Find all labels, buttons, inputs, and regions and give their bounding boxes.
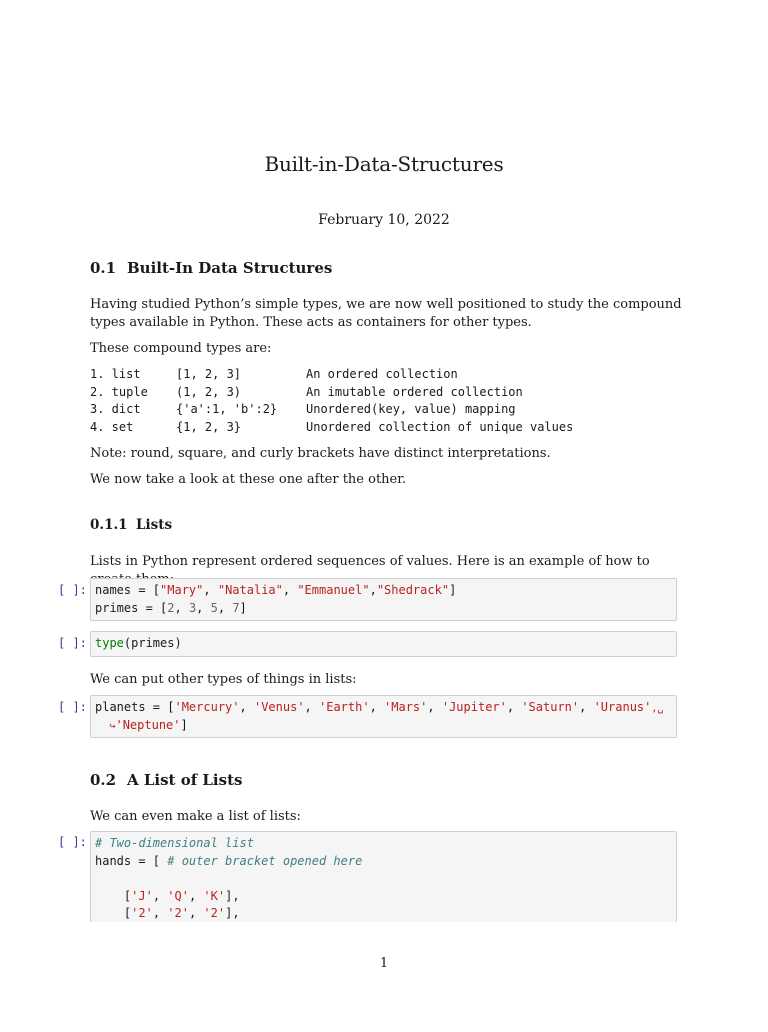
list-item: 4. set {1, 2, 3} Unordered collection of unique values <box>90 419 574 434</box>
code-line: primes = [2, 3, 5, 7] <box>95 600 247 615</box>
document-title: Built-in-Data-Structures <box>264 152 504 176</box>
page-break-mask <box>88 922 680 1032</box>
section-title: Built-In Data Structures <box>127 259 333 277</box>
lists-intro-paragraph: Lists in Python represent ordered sequences of values. Here is an example of how to <box>90 554 650 569</box>
code-cell-planets[interactable] <box>90 695 677 738</box>
brackets-note: Note: round, square, and curly brackets have distinct interpretations. <box>90 446 551 461</box>
code-line: ['J', 'Q', 'K'], <box>95 888 240 903</box>
cell-prompt: [ ]: <box>58 700 87 714</box>
line-wrap-marker: ,␣ <box>651 703 664 714</box>
list-of-lists-paragraph: We can even make a list of lists: <box>90 809 301 824</box>
code-line: names = ["Mary", "Natalia", "Emmanuel","Shedrack"] <box>95 583 457 597</box>
section-heading-0-2 <box>90 771 242 789</box>
section-number: 0.1.1 <box>90 517 128 533</box>
list-item: 1. list [1, 2, 3] An ordered collection <box>90 367 458 381</box>
document-date: February 10, 2022 <box>318 212 450 228</box>
cell-prompt: [ ]: <box>58 835 87 849</box>
code-line: ↪'Neptune'] <box>109 717 188 732</box>
intro-paragraph: Having studied Python’s simple types, we are now well positioned to study the compound types available in Python. These acts as containers for other types. <box>90 297 682 330</box>
list-item: 3. dict {'a':1, 'b':2} Unordered(key, value) mapping <box>90 402 516 416</box>
code-line: planets = ['Mercury', 'Venus', 'Earth', 'Mars', 'Jupiter', 'Saturn', 'Uranus',␣ <box>95 700 664 714</box>
list-item: 2. tuple (1, 2, 3) An imutable ordered collection <box>90 384 523 399</box>
code-line: type(primes) <box>95 636 182 650</box>
code-line-blank <box>95 870 672 888</box>
cell-prompt: [ ]: <box>58 583 87 597</box>
section-number: 0.1 <box>90 259 117 277</box>
section-title: Lists <box>136 517 173 533</box>
section-heading-0-1-1 <box>90 517 172 533</box>
continuation-arrow-icon: ↪ <box>109 720 116 732</box>
code-cell-names-primes[interactable] <box>90 578 677 621</box>
page-number: 1 <box>379 956 389 971</box>
compound-types-lead: These compound types are: <box>90 341 272 356</box>
section-title: A List of Lists <box>127 771 243 789</box>
section-heading-0-1 <box>90 259 332 277</box>
compound-types-list <box>90 366 573 436</box>
section-number: 0.2 <box>90 771 117 789</box>
code-line: hands = [ # outer bracket opened here <box>95 853 363 868</box>
cell-prompt: [ ]: <box>58 636 87 650</box>
code-line: ['2', '2', '2'], <box>95 906 240 920</box>
code-line: # Two-dimensional list <box>95 836 254 850</box>
other-types-paragraph: We can put other types of things in lists: <box>90 672 357 687</box>
code-cell-type-primes[interactable] <box>90 631 677 657</box>
next-paragraph: We now take a look at these one after the other. <box>90 472 407 487</box>
